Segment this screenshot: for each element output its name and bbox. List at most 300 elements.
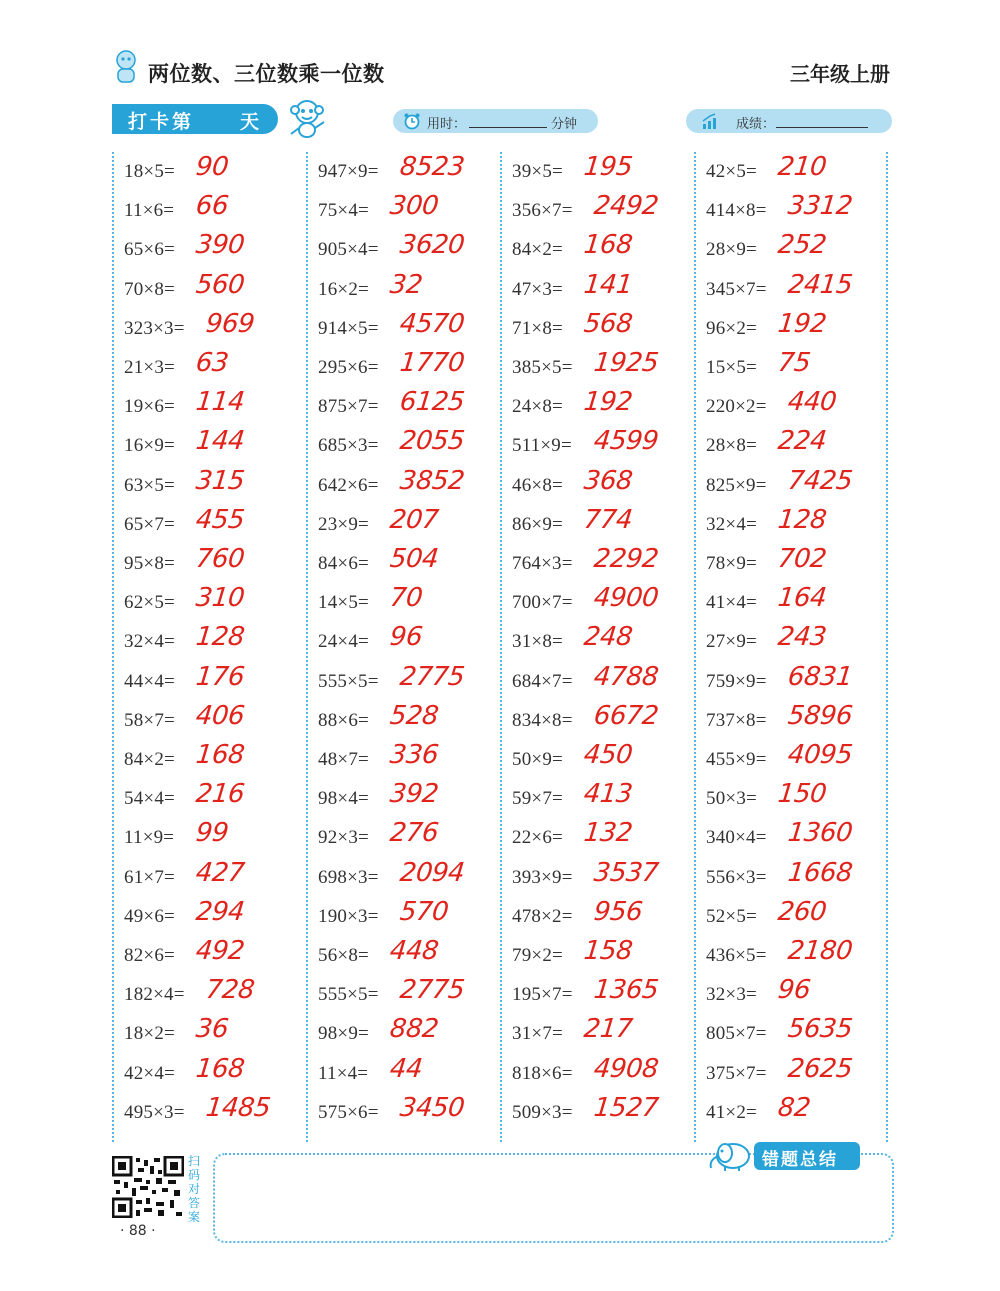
handwritten-answer[interactable]: 440: [786, 387, 838, 418]
handwritten-answer[interactable]: 82: [776, 1092, 812, 1123]
exercise-question: 56×8=: [318, 945, 369, 966]
handwritten-answer[interactable]: 128: [776, 504, 828, 535]
exercise-row: [512, 230, 692, 269]
handwritten-answer[interactable]: 570: [398, 896, 450, 927]
handwritten-answer[interactable]: 2055: [398, 426, 466, 457]
handwritten-answer[interactable]: 492: [194, 936, 246, 966]
exercise-row: [318, 230, 498, 269]
handwritten-answer[interactable]: 390: [194, 230, 246, 261]
exercise-question: 27×9=: [706, 631, 757, 653]
exercise-question: 478×2=: [512, 905, 573, 927]
exercise-column: [500, 152, 694, 1142]
exercise-row: [318, 858, 498, 897]
exercise-question: 323×3=: [124, 317, 185, 339]
handwritten-answer[interactable]: 969: [204, 308, 256, 339]
time-unit: 分钟: [551, 117, 578, 132]
exercise-row: [124, 152, 304, 191]
exercise-row: [706, 975, 886, 1014]
exercise-question: 825×9=: [706, 474, 767, 496]
exercise-question: 71×8=: [512, 317, 563, 339]
exercise-column: [694, 152, 888, 1142]
exercise-question: 44×4=: [124, 670, 175, 692]
exercise-row: [512, 936, 692, 975]
exercise-question: 88×6=: [318, 709, 369, 731]
exercise-question: 511×9=: [512, 435, 572, 457]
handwritten-answer[interactable]: 300: [388, 191, 440, 222]
exercise-row: [124, 662, 304, 701]
exercise-row: [124, 740, 304, 779]
handwritten-answer[interactable]: 560: [194, 269, 246, 300]
exercise-question: 818×6=: [512, 1062, 573, 1084]
exercise-row: [706, 818, 886, 857]
exercise-question: 495×3=: [124, 1101, 185, 1123]
handwritten-answer[interactable]: 4570: [398, 308, 466, 339]
mistake-review-tag: [754, 1142, 860, 1170]
handwritten-answer[interactable]: 66: [194, 191, 230, 222]
exercise-question: 98×4=: [318, 788, 369, 810]
exercise-question: 78×9=: [706, 553, 757, 574]
exercise-question: 875×7=: [318, 396, 379, 418]
exercise-question: 50×3=: [706, 788, 757, 810]
handwritten-answer[interactable]: 1925: [592, 348, 660, 378]
exercise-row: [512, 191, 692, 230]
exercise-question: 59×7=: [512, 788, 563, 810]
handwritten-answer[interactable]: 141: [582, 269, 634, 300]
handwritten-answer[interactable]: 128: [194, 622, 246, 653]
handwritten-answer[interactable]: 392: [388, 779, 440, 810]
exercise-row: [124, 270, 304, 309]
column-divider: [500, 152, 502, 1142]
exercise-row: [706, 387, 886, 426]
handwritten-answer[interactable]: 504: [388, 544, 440, 574]
handwritten-answer[interactable]: 3312: [786, 191, 854, 222]
handwritten-answer[interactable]: 2094: [398, 857, 466, 888]
exercise-column: [112, 152, 306, 1142]
exercise-question: 11×4=: [318, 1062, 369, 1084]
monkey-mascot-icon: [284, 96, 330, 140]
exercise-question: 685×3=: [318, 435, 379, 457]
handwritten-answer[interactable]: 1485: [204, 1092, 272, 1123]
exercise-row: [706, 936, 886, 975]
exercise-question: 356×7=: [512, 200, 573, 222]
handwritten-answer[interactable]: 882: [388, 1014, 440, 1045]
exercise-question: 18×2=: [124, 1023, 175, 1045]
exercise-row: [124, 701, 304, 740]
alarm-clock-icon: [403, 112, 421, 130]
exercise-row: [318, 544, 498, 583]
exercise-row: [512, 1054, 692, 1093]
exercise-row: [512, 583, 692, 622]
handwritten-answer[interactable]: 114: [194, 387, 246, 418]
handwritten-answer[interactable]: 4599: [592, 426, 660, 457]
handwritten-answer[interactable]: 96: [388, 622, 424, 653]
exercise-question: 575×6=: [318, 1101, 379, 1123]
handwritten-answer[interactable]: 96: [776, 975, 812, 1006]
exercise-question: 65×7=: [124, 513, 175, 535]
exercise-row: [124, 858, 304, 897]
exercise-question: 455×9=: [706, 749, 767, 770]
handwritten-answer[interactable]: 702: [776, 544, 828, 574]
exercise-question: 70×8=: [124, 278, 175, 300]
exercise-question: 92×3=: [318, 827, 369, 849]
exercise-question: 759×9=: [706, 670, 767, 692]
exercise-question: 84×6=: [318, 553, 369, 574]
handwritten-answer[interactable]: 4095: [786, 740, 854, 770]
exercise-row: [706, 426, 886, 465]
exercise-question: 96×2=: [706, 317, 757, 339]
handwritten-answer[interactable]: 132: [582, 818, 634, 849]
exercise-row: [124, 191, 304, 230]
handwritten-answer[interactable]: 5635: [786, 1014, 854, 1045]
exercise-question: 15×5=: [706, 357, 757, 378]
handwritten-answer[interactable]: 192: [776, 308, 828, 339]
checkin-day: 天: [240, 111, 260, 133]
handwritten-answer[interactable]: 427: [194, 857, 246, 888]
exercise-row: [706, 230, 886, 269]
exercise-row: [512, 897, 692, 936]
page-header: [112, 44, 892, 94]
exercise-question: 95×8=: [124, 553, 175, 574]
score-field: [686, 109, 892, 133]
exercise-row: [124, 230, 304, 269]
handwritten-answer[interactable]: 63: [194, 348, 230, 378]
handwritten-answer[interactable]: 413: [582, 779, 634, 810]
grade-label: 三年级上册: [790, 62, 890, 86]
exercise-row: [124, 544, 304, 583]
exercise-question: 49×6=: [124, 905, 175, 927]
exercise-row: [512, 387, 692, 426]
exercise-question: 11×6=: [124, 200, 175, 222]
handwritten-answer[interactable]: 150: [776, 779, 828, 810]
exercise-row: [124, 1093, 304, 1132]
handwritten-answer[interactable]: 224: [776, 426, 828, 457]
handwritten-answer[interactable]: 8523: [398, 152, 466, 182]
exercise-row: [124, 779, 304, 818]
handwritten-answer[interactable]: 1527: [592, 1092, 660, 1123]
exercise-question: 16×9=: [124, 435, 175, 457]
exercise-row: [512, 740, 692, 779]
exercise-row: [124, 975, 304, 1014]
exercise-row: [124, 466, 304, 505]
exercise-question: 32×4=: [706, 513, 757, 535]
handwritten-answer[interactable]: 195: [582, 152, 634, 182]
exercise-question: 39×5=: [512, 161, 563, 182]
exercise-row: [706, 191, 886, 230]
handwritten-answer[interactable]: 7425: [786, 465, 854, 496]
checkin-banner: [112, 104, 278, 134]
exercise-row: [318, 975, 498, 1014]
elephant-icon: [705, 1138, 753, 1172]
exercise-row: [318, 1014, 498, 1053]
exercise-question: 24×8=: [512, 396, 563, 418]
exercise-question: 436×5=: [706, 945, 767, 966]
exercise-question: 31×7=: [512, 1023, 563, 1045]
handwritten-answer[interactable]: 760: [194, 544, 246, 574]
handwritten-answer[interactable]: 44: [388, 1053, 424, 1084]
exercise-question: 947×9=: [318, 161, 379, 182]
exercise-row: [318, 897, 498, 936]
handwritten-answer[interactable]: 75: [776, 348, 812, 378]
handwritten-answer[interactable]: 210: [776, 152, 828, 182]
handwritten-answer[interactable]: 32: [388, 269, 424, 300]
handwritten-answer[interactable]: 243: [776, 622, 828, 653]
handwritten-answer[interactable]: 248: [582, 622, 634, 653]
exercise-question: 22×6=: [512, 827, 563, 849]
handwritten-answer[interactable]: 5896: [786, 700, 854, 731]
mistake-review-label: 错题总结: [762, 1150, 838, 1170]
handwritten-answer[interactable]: 2775: [398, 975, 466, 1006]
exercise-row: [706, 466, 886, 505]
exercise-row: [706, 779, 886, 818]
exercise-row: [512, 466, 692, 505]
exercise-row: [318, 270, 498, 309]
exercise-question: 52×5=: [706, 905, 757, 927]
exercise-row: [318, 622, 498, 661]
exercise-question: 737×8=: [706, 709, 767, 731]
exercise-row: [124, 348, 304, 387]
exercise-question: 62×5=: [124, 592, 175, 614]
exercise-row: [318, 309, 498, 348]
exercise-row: [706, 309, 886, 348]
exercise-row: [318, 662, 498, 701]
exercise-question: 75×4=: [318, 200, 369, 222]
exercise-row: [512, 622, 692, 661]
handwritten-answer[interactable]: 168: [194, 1053, 246, 1084]
exercise-row: [512, 426, 692, 465]
handwritten-answer[interactable]: 2775: [398, 661, 466, 692]
exercise-question: 32×3=: [706, 984, 757, 1006]
exercise-row: [318, 740, 498, 779]
handwritten-answer[interactable]: 3620: [398, 230, 466, 261]
exercise-row: [318, 152, 498, 191]
handwritten-answer[interactable]: 3852: [398, 465, 466, 496]
exercise-row: [512, 152, 692, 191]
exercise-row: [318, 583, 498, 622]
exercise-question: 700×7=: [512, 592, 573, 614]
exercise-row: [318, 426, 498, 465]
exercise-row: [124, 505, 304, 544]
handwritten-answer[interactable]: 3450: [398, 1092, 466, 1123]
exercise-question: 31×8=: [512, 631, 563, 653]
exercise-row: [318, 1054, 498, 1093]
handwritten-answer[interactable]: 774: [582, 504, 634, 535]
exercise-row: [124, 583, 304, 622]
handwritten-answer[interactable]: 6831: [786, 661, 854, 692]
exercise-row: [706, 1093, 886, 1132]
exercise-question: 393×9=: [512, 866, 573, 888]
mascot-logo-icon: [112, 48, 140, 84]
handwritten-answer[interactable]: 568: [582, 308, 634, 339]
exercise-question: 86×9=: [512, 513, 563, 535]
exercise-row: [512, 779, 692, 818]
exercise-row: [512, 701, 692, 740]
exercise-question: 375×7=: [706, 1062, 767, 1084]
handwritten-answer[interactable]: 176: [194, 661, 246, 692]
handwritten-answer[interactable]: 1770: [398, 348, 466, 378]
handwritten-answer[interactable]: 6125: [398, 387, 466, 418]
exercise-row: [512, 818, 692, 857]
column-divider: [886, 152, 888, 1142]
page-title: 两位数、三位数乘一位数: [148, 62, 385, 86]
exercise-question: 905×4=: [318, 239, 379, 261]
qr-code-icon[interactable]: [112, 1156, 184, 1218]
exercise-row: [124, 622, 304, 661]
handwritten-answer[interactable]: 728: [204, 975, 256, 1006]
handwritten-answer[interactable]: 315: [194, 465, 246, 496]
exercise-question: 84×2=: [512, 239, 563, 261]
handwritten-answer[interactable]: 2180: [786, 936, 854, 966]
time-field: [393, 109, 598, 133]
exercise-row: [706, 270, 886, 309]
exercise-question: 54×4=: [124, 788, 175, 810]
column-divider: [694, 152, 696, 1142]
handwritten-answer[interactable]: 70: [388, 583, 424, 614]
handwritten-answer[interactable]: 4900: [592, 583, 660, 614]
exercise-question: 46×8=: [512, 474, 563, 496]
handwritten-answer[interactable]: 252: [776, 230, 828, 261]
exercise-question: 555×5=: [318, 984, 379, 1006]
handwritten-answer[interactable]: 168: [194, 740, 246, 770]
exercise-question: 24×4=: [318, 631, 369, 653]
exercise-question: 28×9=: [706, 239, 757, 261]
exercise-row: [124, 426, 304, 465]
handwritten-answer[interactable]: 336: [388, 740, 440, 770]
exercise-question: 295×6=: [318, 357, 379, 378]
exercise-row: [706, 583, 886, 622]
handwritten-answer[interactable]: 2292: [592, 544, 660, 574]
handwritten-answer[interactable]: 2415: [786, 269, 854, 300]
exercise-question: 41×2=: [706, 1101, 757, 1123]
handwritten-answer[interactable]: 164: [776, 583, 828, 614]
exercise-row: [318, 191, 498, 230]
exercise-question: 555×5=: [318, 670, 379, 692]
handwritten-answer[interactable]: 1668: [786, 857, 854, 888]
exercise-question: 79×2=: [512, 945, 563, 966]
exercise-question: 805×7=: [706, 1023, 767, 1045]
exercise-question: 14×5=: [318, 592, 369, 614]
handwritten-answer[interactable]: 528: [388, 700, 440, 731]
exercise-row: [512, 975, 692, 1014]
exercise-question: 58×7=: [124, 709, 175, 731]
exercise-row: [706, 544, 886, 583]
handwritten-answer[interactable]: 448: [388, 936, 440, 966]
exercise-question: 190×3=: [318, 905, 379, 927]
exercise-question: 23×9=: [318, 513, 369, 535]
exercise-row: [124, 897, 304, 936]
handwritten-answer[interactable]: 4908: [592, 1053, 660, 1084]
column-divider: [306, 152, 308, 1142]
exercise-question: 345×7=: [706, 278, 767, 300]
handwritten-answer[interactable]: 90: [194, 152, 230, 182]
exercise-question: 220×2=: [706, 396, 767, 418]
score-label: 成绩：: [736, 117, 776, 132]
exercise-row: [512, 348, 692, 387]
exercise-row: [706, 1054, 886, 1093]
exercise-row: [318, 936, 498, 975]
exercise-row: [124, 1054, 304, 1093]
exercise-question: 414×8=: [706, 200, 767, 222]
exercise-row: [124, 936, 304, 975]
handwritten-answer[interactable]: 310: [194, 583, 246, 614]
handwritten-answer[interactable]: 455: [194, 504, 246, 535]
exercise-row: [512, 1014, 692, 1053]
handwritten-answer[interactable]: 3537: [592, 857, 660, 888]
handwritten-answer[interactable]: 294: [194, 896, 246, 927]
exercise-row: [706, 662, 886, 701]
handwritten-answer[interactable]: 99: [194, 818, 230, 849]
exercise-row: [318, 466, 498, 505]
exercise-question: 21×3=: [124, 357, 175, 378]
exercise-row: [318, 818, 498, 857]
handwritten-answer[interactable]: 6672: [592, 700, 660, 731]
handwritten-answer[interactable]: 168: [582, 230, 634, 261]
exercise-row: [124, 387, 304, 426]
exercise-question: 65×6=: [124, 239, 175, 261]
exercise-question: 63×5=: [124, 474, 175, 496]
exercise-question: 48×7=: [318, 749, 369, 770]
handwritten-answer[interactable]: 1360: [786, 818, 854, 849]
exercise-row: [512, 1093, 692, 1132]
handwritten-answer[interactable]: 368: [582, 465, 634, 496]
handwritten-answer[interactable]: 216: [194, 779, 246, 810]
exercise-question: 84×2=: [124, 749, 175, 770]
exercise-row: [318, 505, 498, 544]
handwritten-answer[interactable]: 406: [194, 700, 246, 731]
handwritten-answer[interactable]: 956: [592, 896, 644, 927]
exercise-question: 764×3=: [512, 553, 573, 574]
handwritten-answer[interactable]: 4788: [592, 661, 660, 692]
exercise-question: 19×6=: [124, 396, 175, 418]
exercise-row: [318, 779, 498, 818]
score-blank[interactable]: [776, 127, 868, 128]
exercise-row: [706, 701, 886, 740]
handwritten-answer[interactable]: 450: [582, 740, 634, 770]
handwritten-answer[interactable]: 276: [388, 818, 440, 849]
exercise-question: 28×8=: [706, 435, 757, 457]
exercise-row: [512, 270, 692, 309]
exercise-question: 61×7=: [124, 866, 175, 888]
handwritten-answer[interactable]: 158: [582, 936, 634, 966]
handwritten-answer[interactable]: 2625: [786, 1053, 854, 1084]
handwritten-answer[interactable]: 260: [776, 896, 828, 927]
handwritten-answer[interactable]: 36: [194, 1014, 230, 1045]
exercise-row: [318, 701, 498, 740]
scan-for-answers-label: 扫码对答案: [187, 1154, 200, 1224]
exercise-row: [706, 740, 886, 779]
handwritten-answer[interactable]: 217: [582, 1014, 634, 1045]
checkin-label: 打卡第: [128, 111, 195, 133]
exercise-row: [318, 1093, 498, 1132]
exercise-grid: [112, 152, 892, 1142]
exercise-question: 684×7=: [512, 670, 573, 692]
exercise-row: [512, 505, 692, 544]
handwritten-answer[interactable]: 1365: [592, 975, 660, 1006]
exercise-question: 556×3=: [706, 866, 767, 888]
exercise-row: [706, 897, 886, 936]
handwritten-answer[interactable]: 2492: [592, 191, 660, 222]
handwritten-answer[interactable]: 144: [194, 426, 246, 457]
exercise-row: [512, 309, 692, 348]
exercise-row: [706, 505, 886, 544]
time-label: 用时：: [427, 117, 467, 132]
growth-chart-icon: [702, 112, 720, 130]
handwritten-answer[interactable]: 192: [582, 387, 634, 418]
exercise-question: 16×2=: [318, 278, 369, 300]
handwritten-answer[interactable]: 207: [388, 504, 440, 535]
time-blank[interactable]: [469, 127, 547, 128]
exercise-row: [124, 309, 304, 348]
exercise-question: 385×5=: [512, 357, 573, 378]
